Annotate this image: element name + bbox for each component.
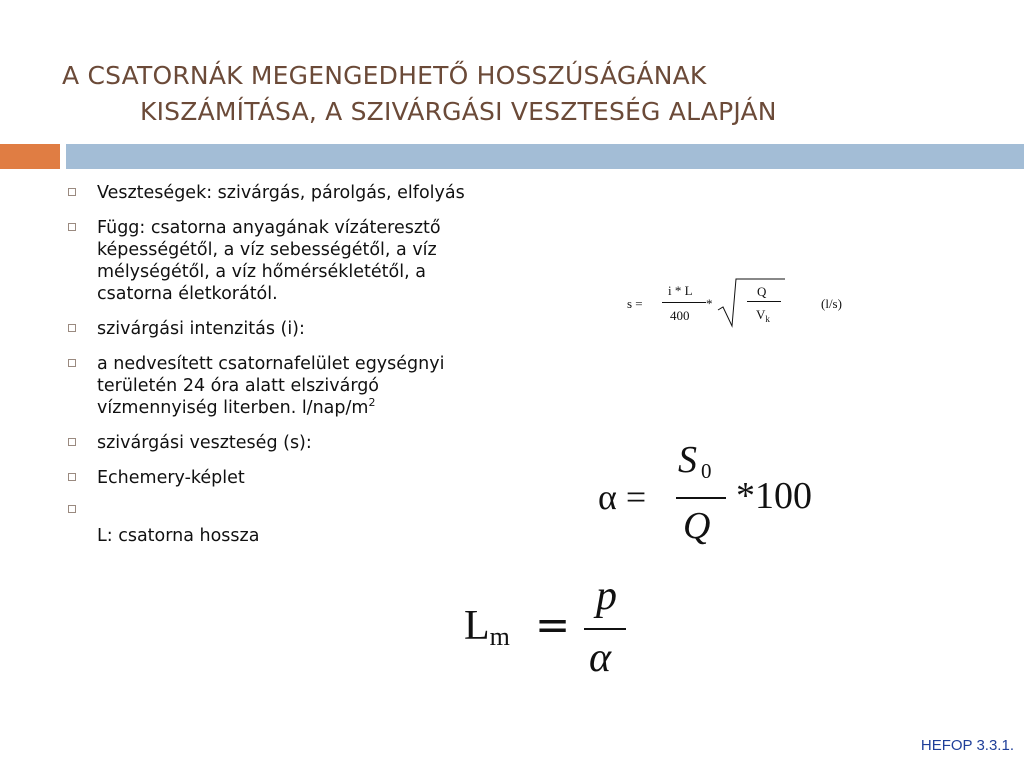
title-line-2: KISZÁMÍTÁSA, A SZIVÁRGÁSI VESZTESÉG ALAPJÁN — [140, 97, 777, 126]
bullet-marker-icon — [68, 473, 76, 481]
formula-alpha-rhs: *100 — [736, 475, 812, 517]
formula-lm-lhs: Lm — [464, 603, 510, 651]
bullet-item: Veszteségek: szivárgás, párolgás, elfolyás — [64, 182, 494, 204]
formula-s-unit: (l/s) — [821, 296, 842, 311]
bullet-marker-icon — [68, 505, 76, 513]
bullet-item: szivárgási veszteség (s): — [64, 432, 494, 454]
formula-max-length — [460, 574, 660, 694]
formula-s-root-numerator: Q — [757, 284, 767, 299]
bullet-marker-icon — [68, 324, 76, 332]
formula-alpha-numerator: S 0 — [678, 439, 712, 483]
bullet-marker-icon — [68, 359, 76, 367]
formula-s-root-denominator: $V_k$ — [756, 307, 770, 324]
formula-s-operator: * — [706, 296, 713, 311]
bullet-item: L: csatorna hossza — [64, 502, 494, 546]
formula-alpha-fraction-bar — [676, 497, 726, 499]
bullet-item: Echemery-képlet — [64, 467, 494, 489]
formula-alpha — [590, 440, 840, 560]
formula-lm-denominator: α — [589, 635, 612, 681]
bullet-list — [64, 182, 494, 546]
bullet-marker-icon — [68, 188, 76, 196]
formula-alpha-denominator: Q — [683, 505, 711, 547]
accent-bar-orange — [0, 144, 60, 169]
title-line-1: A CSATORNÁK MEGENGEDHETŐ HOSSZÚSÁGÁNAK — [62, 61, 707, 90]
formula-s-lhs: s = — [627, 296, 643, 311]
bullet-item: a nedvesített csatornafelület egységnyi területén 24 óra alatt elszivárgó vízmennyiség literben. $l/nap/m^2$ — [64, 353, 494, 419]
formula-s-root-fraction-bar — [747, 301, 781, 302]
formula-lm-equals: = — [535, 600, 571, 649]
superscript: 2 — [368, 396, 376, 410]
slide-title — [62, 58, 1002, 130]
bullet-item: Függ: csatorna anyagának vízáteresztő képességétől, a víz sebességétől, a víz mélységétől, a víz hőmérsékletétől, a csatorna életkorától. — [64, 217, 494, 305]
bullet-marker-icon — [68, 438, 76, 446]
formula-lm-fraction-bar — [584, 628, 626, 630]
square-root-icon — [716, 276, 786, 332]
formula-s-numerator: i * L — [668, 283, 693, 298]
footer-project-code: HEFOP 3.3.1. — [920, 737, 1014, 754]
formula-seepage-loss — [600, 276, 860, 332]
formula-s-denominator: 400 — [670, 308, 690, 323]
accent-bar-blue — [66, 144, 1024, 169]
formula-alpha-lhs: α = — [598, 477, 647, 517]
bullet-item: szivárgási intenzitás (i): — [64, 318, 494, 340]
formula-lm-numerator: p — [596, 573, 617, 619]
bullet-marker-icon — [68, 223, 76, 231]
formula-s-fraction-bar — [662, 302, 706, 303]
